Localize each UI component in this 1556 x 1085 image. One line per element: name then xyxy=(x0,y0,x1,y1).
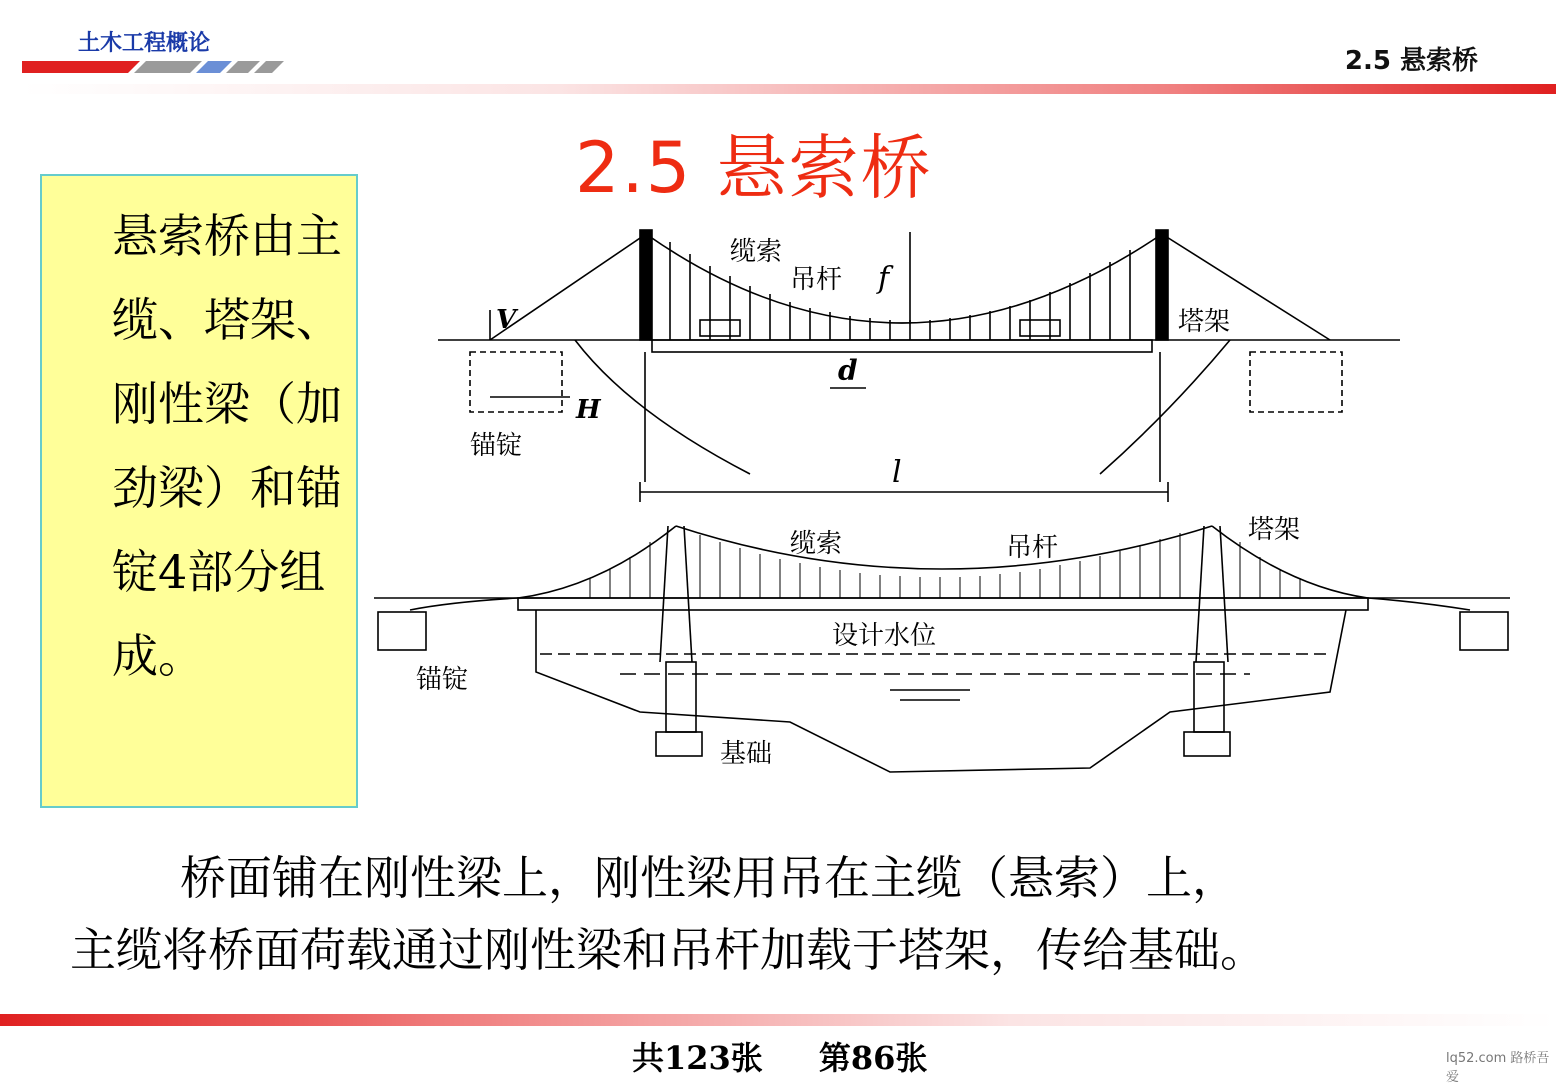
label-tower-bottom: 塔架 xyxy=(1248,515,1301,545)
footer-rule xyxy=(0,1014,1556,1026)
label-foundation: 基础 xyxy=(720,739,773,769)
label-span: l xyxy=(892,455,902,490)
label-tower-top: 塔架 xyxy=(1178,307,1231,337)
header-stripe xyxy=(22,61,1556,73)
summary-text: 悬索桥由主缆、塔架、刚性梁（加劲梁）和锚锭4部分组成。 xyxy=(112,209,342,683)
label-anchor-bottom: 锚锭 xyxy=(416,665,469,695)
page-title: 2.5 悬索桥 xyxy=(575,127,933,209)
label-cable-top: 缆索 xyxy=(730,237,783,267)
slide-counter xyxy=(632,1033,927,1079)
label-horizontal-force: H xyxy=(576,395,601,425)
slide-total: 共123张 xyxy=(632,1039,763,1077)
suspension-bridge-diagram xyxy=(370,212,1520,792)
label-anchor-top: 锚锭 xyxy=(470,431,523,461)
body-line-1: 桥面铺在刚性梁上，刚性梁用吊在主缆（悬索）上， xyxy=(180,851,1238,905)
label-cable-bottom: 缆索 xyxy=(790,529,843,559)
body-paragraph xyxy=(70,842,1530,986)
summary-box xyxy=(40,174,358,808)
section-heading: 2.5 悬索桥 xyxy=(1344,46,1478,76)
label-sag: f xyxy=(878,261,890,296)
course-title: 土木工程概论 xyxy=(78,31,211,56)
label-vertical-force: V xyxy=(496,305,517,335)
body-line-2: 主缆将桥面荷载通过刚性梁和吊杆加载于塔架，传给基础。 xyxy=(70,923,1266,977)
label-hanger-bottom: 吊杆 xyxy=(1006,533,1059,563)
header-rule xyxy=(22,84,1556,94)
label-hanger-top: 吊杆 xyxy=(790,265,843,295)
slide-current: 第86张 xyxy=(818,1039,928,1077)
label-water-level: 设计水位 xyxy=(832,621,937,651)
label-hanger-spacing: d xyxy=(838,354,858,387)
watermark: lq52.com 路桥吾爱 xyxy=(1446,1051,1550,1085)
